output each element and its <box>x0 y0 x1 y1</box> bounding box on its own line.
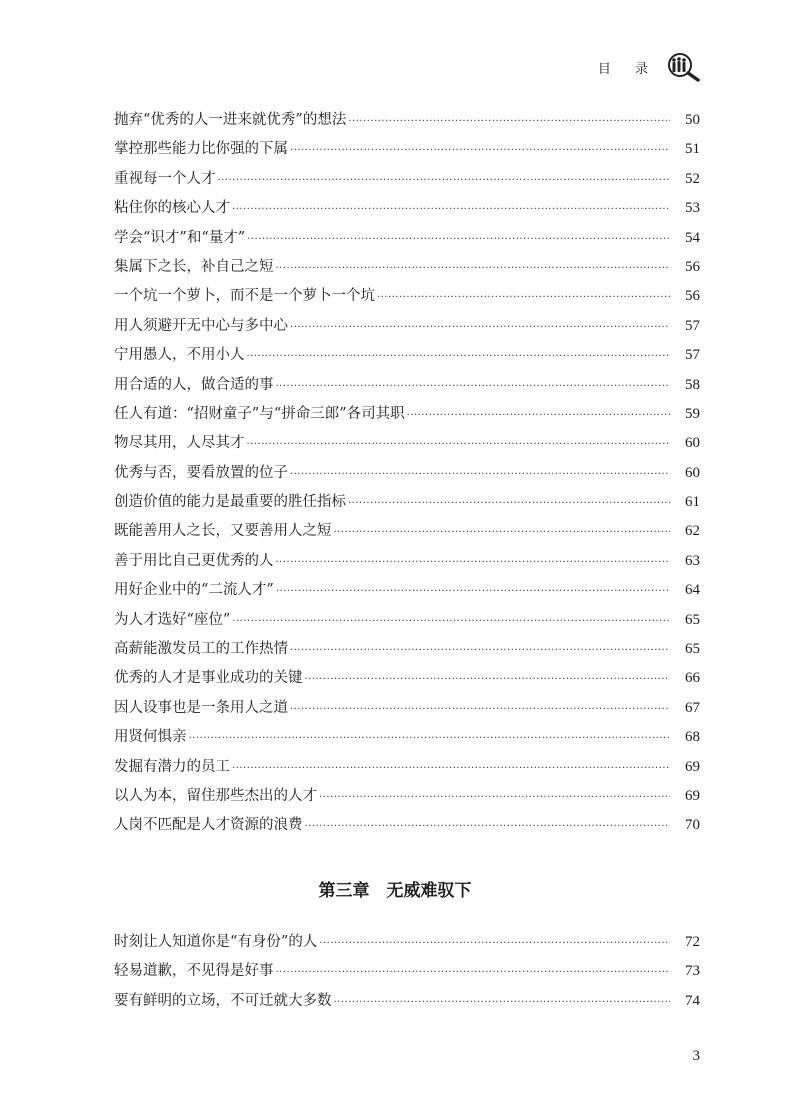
toc-entry[interactable] <box>114 725 700 754</box>
toc-entry-page: 72 <box>685 934 700 950</box>
toc-entry-page: 62 <box>685 523 700 540</box>
toc-dot-leader <box>348 116 670 127</box>
toc-entry[interactable] <box>114 431 700 460</box>
toc-entry[interactable] <box>114 373 700 402</box>
toc-entry-title: 用合适的人，做合适的事 <box>114 376 274 393</box>
toc-entry[interactable] <box>114 637 700 666</box>
chapter-heading: 第三章 无威难驭下 <box>318 881 472 901</box>
toc-entry[interactable] <box>114 255 700 284</box>
toc-dot-leader <box>305 821 671 832</box>
toc-dot-leader <box>276 557 671 568</box>
toc-entry-title: 要有鲜明的立场，不可迁就大多数 <box>114 992 332 1009</box>
toc-entry-page: 54 <box>685 229 700 246</box>
toc-entry[interactable] <box>114 930 700 959</box>
toc-entry-title: 一个坑一个萝卜，而不是一个萝卜一个坑 <box>114 288 375 305</box>
toc-entry-title: 人岗不匹配是人才资源的浪费 <box>114 817 303 834</box>
toc-dot-leader <box>319 792 670 803</box>
toc-entry-page: 60 <box>685 464 700 481</box>
toc-entry-page: 69 <box>685 758 700 775</box>
toc-entry-title: 时刻让人知道你是“有身份”的人 <box>114 934 318 950</box>
toc-entry-page: 68 <box>685 729 700 746</box>
toc-entry-page: 65 <box>685 611 700 628</box>
toc-entry-title: 创造价值的能力是最重要的胜任指标 <box>114 494 346 511</box>
toc-entry-page: 67 <box>685 699 700 716</box>
toc-entry-title: 重视每一个人才 <box>114 170 216 187</box>
toc-entry-title: 用好企业中的“二流人才” <box>114 582 274 599</box>
toc-dot-leader <box>290 145 670 156</box>
toc-entry-page: 51 <box>685 141 700 158</box>
toc-dot-leader <box>232 616 670 627</box>
toc-entry[interactable] <box>114 666 700 695</box>
header-title: 目 录 <box>597 61 658 77</box>
toc-entry-title: 粘住你的核心人才 <box>114 200 230 217</box>
toc-entry-page: 60 <box>685 435 700 452</box>
toc-entry[interactable] <box>114 314 700 343</box>
toc-entry[interactable] <box>114 108 700 137</box>
toc-entry-title: 为人才选好“座位” <box>114 611 231 628</box>
toc-entry[interactable] <box>114 784 700 813</box>
people-magnifier-icon <box>664 52 702 82</box>
toc-entry-title: 物尽其用，人尽其才 <box>114 435 245 452</box>
toc-dot-leader <box>305 674 671 685</box>
toc-list-chapter-3 <box>114 930 700 1018</box>
toc-dot-leader <box>319 938 670 949</box>
toc-dot-leader <box>334 527 671 538</box>
toc-entry-page: 53 <box>685 200 700 217</box>
toc-entry[interactable] <box>114 196 700 225</box>
toc-entry[interactable] <box>114 137 700 166</box>
page-number: 3 <box>692 1048 700 1064</box>
toc-entry-title: 高薪能激发员工的工作热情 <box>114 641 288 658</box>
toc-entry-page: 57 <box>685 347 700 364</box>
toc-entry-page: 56 <box>685 258 700 275</box>
toc-entry-page: 73 <box>685 963 700 980</box>
toc-entry-page: 59 <box>685 405 700 422</box>
toc-dot-leader <box>290 322 670 333</box>
toc-dot-leader <box>348 498 670 509</box>
toc-entry-page: 57 <box>685 317 700 334</box>
toc-entry-title: 既能善用人之长，又要善用人之短 <box>114 523 332 540</box>
toc-entry-title: 优秀的人才是事业成功的关键 <box>114 670 303 687</box>
toc-dot-leader <box>247 439 671 450</box>
toc-entry-page: 64 <box>685 582 700 599</box>
toc-dot-leader <box>247 351 671 362</box>
toc-entry-page: 65 <box>685 641 700 658</box>
toc-entry-page: 61 <box>685 494 700 511</box>
toc-dot-leader <box>247 234 670 245</box>
toc-entry[interactable] <box>114 813 700 842</box>
toc-entry-title: 轻易道歉，不见得是好事 <box>114 963 274 980</box>
toc-entry-title: 优秀与否，要看放置的位子 <box>114 464 288 481</box>
toc-entry-title: 宁用愚人，不用小人 <box>114 347 245 364</box>
toc-entry-page: 52 <box>685 170 700 187</box>
toc-entry-title: 因人设事也是一条用人之道 <box>114 699 288 716</box>
toc-list-chapter-2 <box>114 108 700 843</box>
toc-dot-leader <box>218 175 671 186</box>
toc-entry-title: 善于用比自己更优秀的人 <box>114 552 274 569</box>
toc-entry[interactable] <box>114 343 700 372</box>
toc-dot-leader <box>290 469 670 480</box>
toc-dot-leader <box>276 381 671 392</box>
toc-entry-title: 掌控那些能力比你强的下属 <box>114 141 288 158</box>
toc-entry[interactable] <box>114 284 700 313</box>
toc-entry-title: 以人为本，留住那些杰出的人才 <box>114 787 317 804</box>
toc-entry[interactable] <box>114 490 700 519</box>
toc-dot-leader <box>334 997 671 1008</box>
toc-dot-leader <box>276 263 671 274</box>
toc-entry-title: 用贤何惧亲 <box>114 729 187 746</box>
toc-dot-leader <box>290 645 670 656</box>
toc-entry[interactable] <box>114 578 700 607</box>
running-header <box>598 52 702 82</box>
toc-entry[interactable] <box>114 989 700 1018</box>
toc-entry[interactable] <box>114 461 700 490</box>
toc-entry-title: 任人有道：“招财童子”与“拼命三郎”各司其职 <box>114 405 405 422</box>
toc-dot-leader <box>189 733 671 744</box>
toc-entry[interactable] <box>114 696 700 725</box>
toc-dot-leader <box>290 704 670 715</box>
toc-dot-leader <box>276 586 670 597</box>
toc-entry-page: 66 <box>685 670 700 687</box>
toc-entry-page: 70 <box>685 817 700 834</box>
toc-entry-title: 用人须避开无中心与多中心 <box>114 317 288 334</box>
toc-entry-page: 56 <box>685 288 700 305</box>
toc-entry[interactable] <box>114 549 700 578</box>
toc-entry[interactable] <box>114 226 700 255</box>
toc-entry[interactable] <box>114 959 700 988</box>
toc-entry-page: 58 <box>685 376 700 393</box>
toc-entry-title: 学会“识才”和“量才” <box>114 229 246 246</box>
toc-dot-leader <box>232 204 670 215</box>
toc-entry-page: 50 <box>685 112 700 128</box>
toc-entry-title: 抛弃“优秀的人一进来就优秀”的想法 <box>114 112 347 128</box>
toc-entry-title: 发掘有潜力的员工 <box>114 758 230 775</box>
toc-dot-leader <box>377 292 670 303</box>
toc-entry-page: 69 <box>685 787 700 804</box>
toc-entry[interactable] <box>114 608 700 637</box>
toc-dot-leader <box>276 967 671 978</box>
toc-entry[interactable] <box>114 755 700 784</box>
toc-entry[interactable] <box>114 519 700 548</box>
toc-entry-page: 74 <box>685 992 700 1009</box>
toc-entry[interactable] <box>114 167 700 196</box>
toc-entry[interactable] <box>114 402 700 431</box>
toc-dot-leader <box>407 410 670 421</box>
toc-entry-page: 63 <box>685 552 700 569</box>
toc-entry-title: 集属下之长，补自己之短 <box>114 258 274 275</box>
toc-dot-leader <box>232 763 670 774</box>
